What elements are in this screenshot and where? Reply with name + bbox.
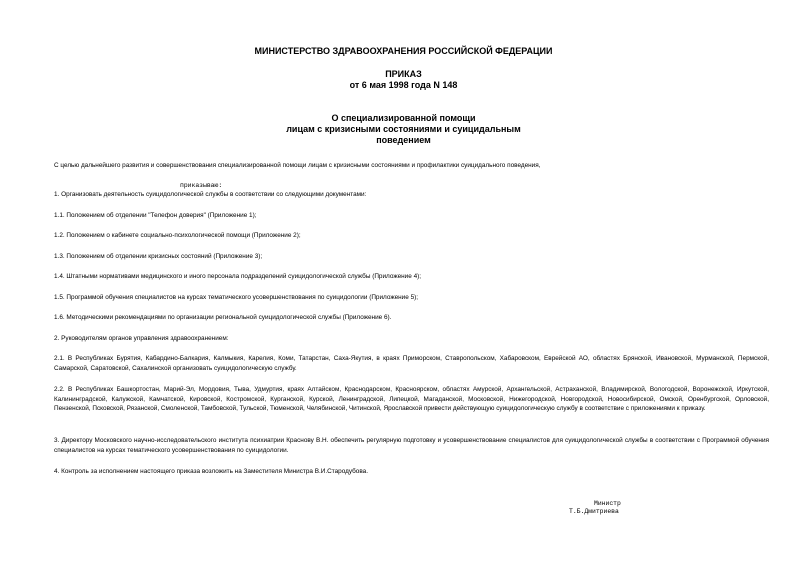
item-2-2: 2.2. В Республиках Башкортостан, Марий-Эл, Мордовия, Тыва, Удмуртия, краях Алтайском, Краснодарском, Красноярском, областях Амурской, Архангельской, Астраханской, Владимирской, Вологодской, Воронежской, Иркутской, Калининградской, Калужской, Камчатской, Кировской, Костромской, Курганской, Курской, Ленинградской, Липецкой, Магаданской, Московской, Нижегородской, Новгородской, Новосибирской, Омской, Оренбургской, Орловской, Пензенской, Псковской, Рязанской, Смоленской, Тамбовской, Тульской, Тюменской, Челябинской, Читинской, Ярославской привести действующую суицидологическую службу в соответствие с приложениями к приказу. xyxy=(54,386,769,412)
item-3: 3. Директору Московского научно-исследовательского института психиатрии Краснову В.Н. обеспечить регулярную подготовку и усовершенствование специалистов для суицидологической службы в соответствии с Программой обучения специалистов на курсах тематического усовершенствования по суицидологии. xyxy=(54,437,769,454)
document-title xyxy=(0,113,807,146)
signature-position: Министр xyxy=(594,500,621,507)
title-line: поведением xyxy=(376,135,431,145)
item-2-1: 2.1. В Республиках Бурятия, Кабардино-Балкария, Калмыкия, Карелия, Коми, Татарстан, Саха-Якутия, в краях Приморском, Ставропольском, Хабаровском, Еврейской АО, областях Брянской, Ивановской, Мурманской, Пермской, Самарской, Саратовской, Сахалинской организовать суицидологическую службу. xyxy=(54,355,769,372)
item-1-2: 1.2. Положением о кабинете социально-психологической помощи (Приложение 2); xyxy=(54,232,301,239)
item-1-1: 1.1. Положением об отделении "Телефон доверия" (Приложение 1); xyxy=(54,212,257,219)
order-label: ПРИКАЗ xyxy=(385,69,422,79)
preamble-paragraph: С целью дальнейшего развития и совершенствования специализированной помощи лицам с кризисными состояниями и профилактики суицидального поведения, xyxy=(54,162,541,169)
item-1: 1. Организовать деятельность суицидологической службы в соответствии со следующими документами: xyxy=(54,191,367,198)
ministry-name: МИНИСТЕРСТВО ЗДРАВООХРАНЕНИЯ РОССИЙСКОЙ ФЕДЕРАЦИИ xyxy=(254,46,553,56)
item-4: 4. Контроль за исполнением настоящего приказа возложить на Заместителя Министра В.И.Стародубова. xyxy=(54,468,369,475)
ministry-heading xyxy=(0,46,807,57)
item-2: 2. Руководителям органов управления здравоохранением: xyxy=(54,335,229,342)
title-line: лицам с кризисными состояниями и суицидальным xyxy=(286,124,521,134)
item-1-6: 1.6. Методическими рекомендациями по организации региональной суицидологической службы (Приложение 6). xyxy=(54,314,392,321)
item-1-5: 1.5. Программой обучения специалистов на курсах тематического усовершенствования по суицидологии (Приложение 5); xyxy=(54,294,419,301)
item-1-3: 1.3. Положением об отделении кризисных состояний (Приложение 3); xyxy=(54,253,263,260)
signature-name: Т.Б.Дмитриева xyxy=(569,508,619,515)
order-date: от 6 мая 1998 года N 148 xyxy=(349,80,458,90)
title-line: О специализированной помощи xyxy=(331,113,476,123)
item-1-4: 1.4. Штатными нормативами медицинского и иного персонала подразделений суицидологической службы (Приложение 4); xyxy=(54,273,422,280)
order-heading xyxy=(0,69,807,91)
orders-word: приказываю: xyxy=(180,182,223,189)
